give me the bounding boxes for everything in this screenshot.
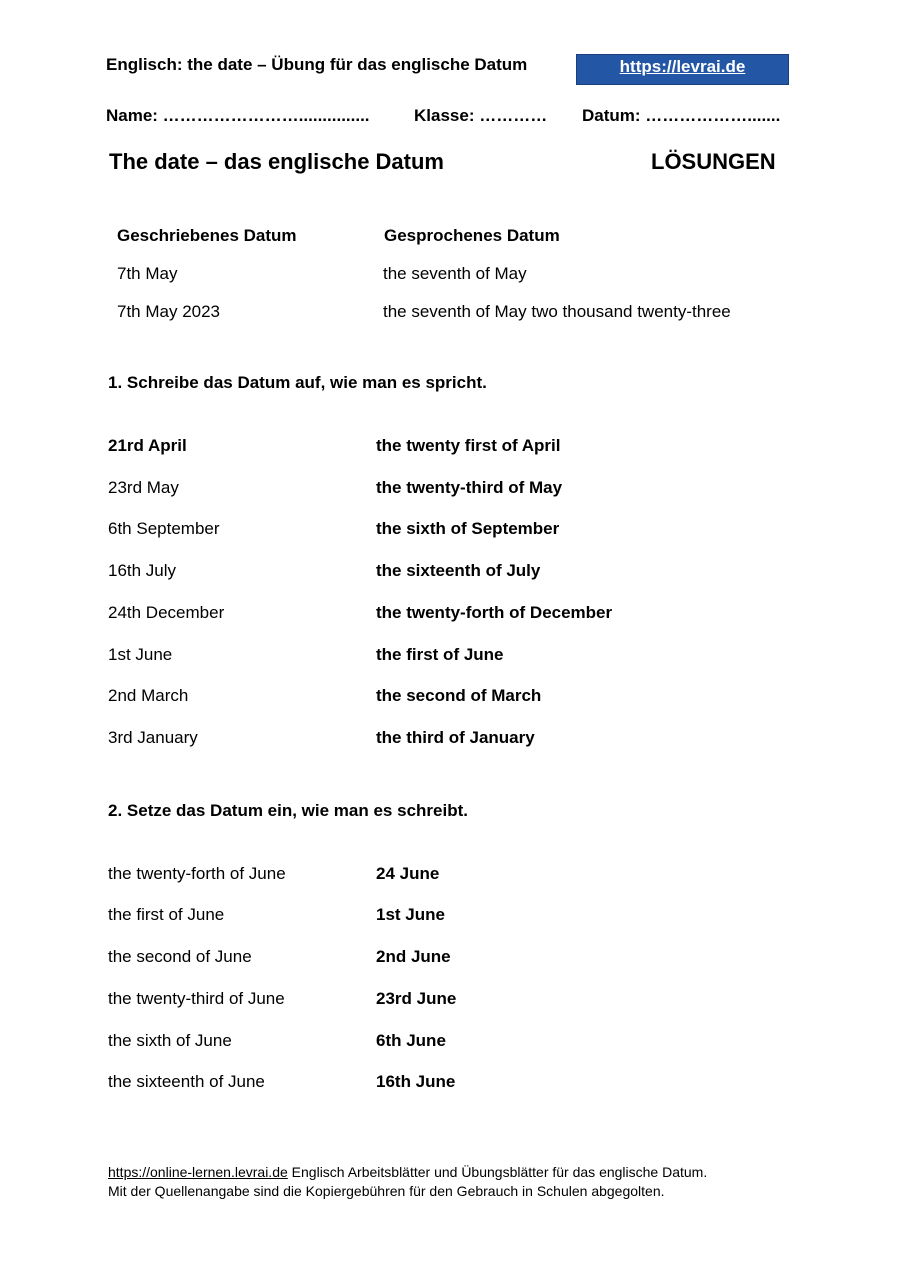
- exercise-2-answer: 23rd June: [376, 989, 457, 1008]
- exercise-1-prompt: 2nd March: [108, 686, 189, 705]
- example-written: 7th May: [117, 264, 178, 283]
- exercise-1-answer: the third of January: [376, 728, 535, 747]
- exercise-2-prompt: the first of June: [108, 905, 225, 924]
- exercise-1-answer: the twenty-third of May: [376, 478, 563, 497]
- exercise-2-answer: 1st June: [376, 905, 445, 924]
- exercise-2-answer: 2nd June: [376, 947, 451, 966]
- exercise-1-title: 1. Schreibe das Datum auf, wie man es spricht.: [108, 373, 487, 392]
- example-written: 7th May 2023: [117, 302, 221, 321]
- exercise-1-answer: the sixth of September: [376, 519, 560, 538]
- exercise-1-prompt: 3rd January: [108, 728, 198, 747]
- example-spoken: the seventh of May: [383, 264, 527, 283]
- worksheet-header-title: Englisch: the date – Übung für das englische Datum: [106, 55, 528, 74]
- name-field: Name: ……………………...............: [106, 106, 370, 125]
- exercise-1-prompt: 1st June: [108, 645, 173, 664]
- footer-line-1: [108, 1164, 707, 1180]
- exercise-2-prompt: the sixteenth of June: [108, 1072, 265, 1091]
- site-link-button[interactable]: [576, 54, 789, 85]
- footer-link[interactable]: https://online-lernen.levrai.de: [108, 1164, 288, 1180]
- exercise-1-answer: the second of March: [376, 686, 542, 705]
- solutions-label: LÖSUNGEN: [651, 149, 776, 174]
- column-header-spoken: Gesprochenes Datum: [384, 226, 560, 245]
- column-header-written: Geschriebenes Datum: [117, 226, 297, 245]
- page-title: The date – das englische Datum: [109, 149, 444, 174]
- footer-line-1-text: Englisch Arbeitsblätter und Übungsblätter für das englische Datum.: [287, 1164, 708, 1180]
- exercise-2-answer: 16th June: [376, 1072, 456, 1091]
- exercise-2-prompt: the second of June: [108, 947, 252, 966]
- exercise-1-prompt: 23rd May: [108, 478, 179, 497]
- exercise-1-answer: the twenty-forth of December: [376, 603, 613, 622]
- exercise-2-answer: 24 June: [376, 864, 440, 883]
- exercise-2-prompt: the twenty-third of June: [108, 989, 285, 1008]
- exercise-2-prompt: the twenty-forth of June: [108, 864, 286, 883]
- example-spoken: the seventh of May two thousand twenty-three: [383, 302, 731, 321]
- exercise-1-prompt: 6th September: [108, 519, 220, 538]
- exercise-2-answer: 6th June: [376, 1031, 446, 1050]
- datum-field: Datum: ……………….......: [582, 106, 781, 125]
- exercise-2-title: 2. Setze das Datum ein, wie man es schreibt.: [108, 801, 468, 820]
- klasse-field: Klasse: …………: [414, 106, 548, 125]
- exercise-1-answer: the sixteenth of July: [376, 561, 541, 580]
- footer-line-2: Mit der Quellenangabe sind die Kopiergebühren für den Gebrauch in Schulen abgegolten.: [108, 1183, 665, 1199]
- site-link-text[interactable]: https://levrai.de: [619, 57, 746, 76]
- exercise-1-answer: the twenty first of April: [376, 436, 561, 455]
- exercise-1-answer: the first of June: [376, 645, 504, 664]
- exercise-1-prompt: 24th December: [108, 603, 225, 622]
- exercise-1-prompt: 21rd April: [108, 436, 187, 455]
- exercise-2-prompt: the sixth of June: [108, 1031, 232, 1050]
- exercise-1-prompt: 16th July: [108, 561, 177, 580]
